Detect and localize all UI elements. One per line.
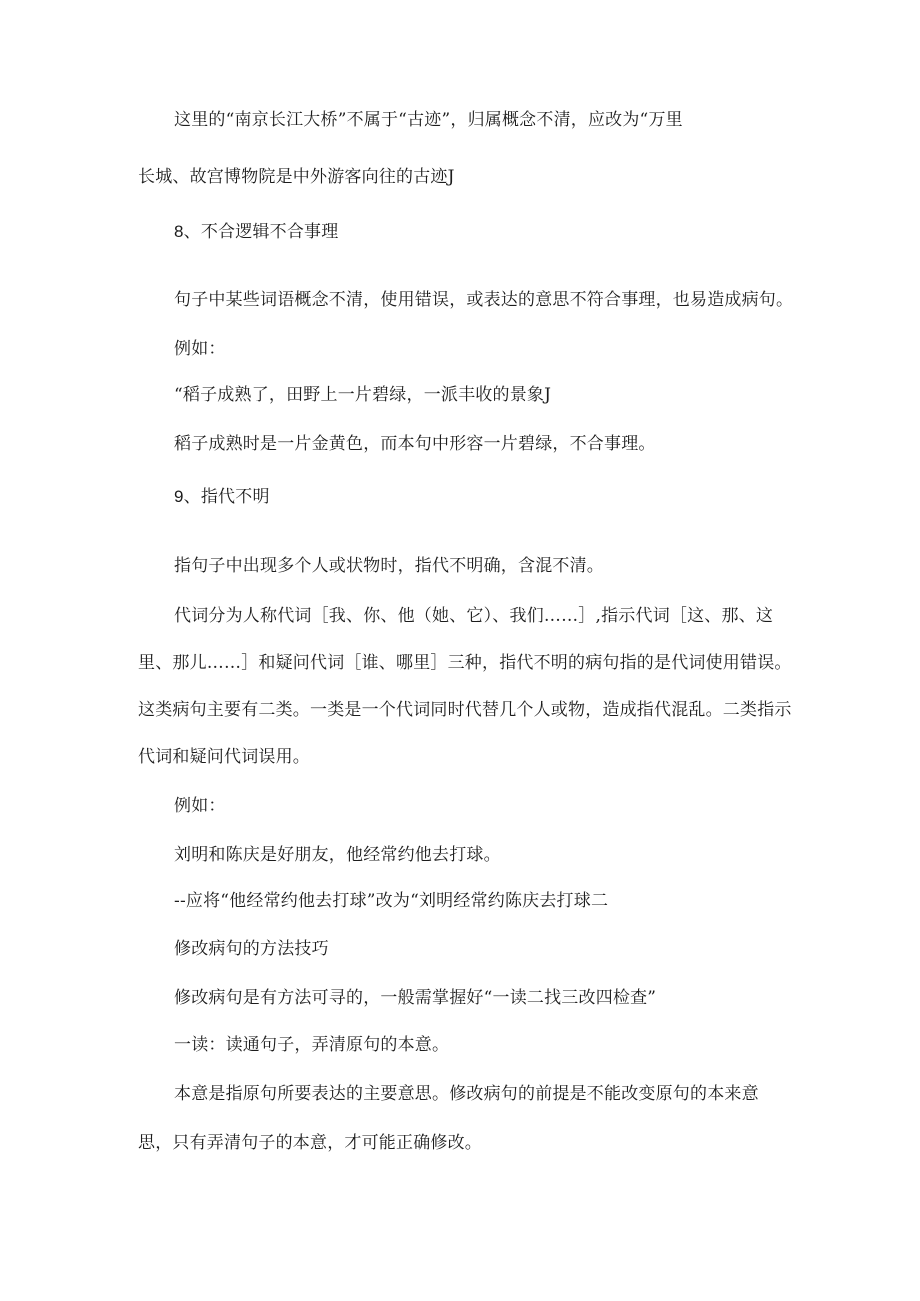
example-line: “稻子成熟了，田野上一片碧绿，一派丰收的景象J <box>174 385 552 405</box>
section-heading: 8、不合逻辑不合事理 <box>174 222 339 241</box>
section-heading: 修改病句的方法技巧 <box>174 939 329 959</box>
paragraph-line: 里、那儿……］和疑问代词［谁、哪里］三种，指代不明的病句指的是代词使用错误。 <box>138 653 792 673</box>
paragraph-line: 这类病句主要有二类。一类是一个代词同时代替几个人或物，造成指代混乱。二类指示 <box>138 700 792 720</box>
paragraph-line: 例如： <box>174 796 226 816</box>
paragraph-line: 本意是指原句所要表达的主要意思。修改病句的前提是不能改变原句的本来意 <box>174 1084 759 1104</box>
paragraph-line: 一读：读通句子，弄清原句的本意。 <box>174 1035 450 1055</box>
section-heading: 9、指代不明 <box>174 487 270 506</box>
paragraph-line: 句子中某些词语概念不清，使用错误，或表达的意思不符合事理，也易造成病句。 <box>174 290 794 310</box>
paragraph-line: 代词和疑问代词误用。 <box>138 747 310 767</box>
paragraph-line: 指句子中出现多个人或状物时，指代不明确，含混不清。 <box>174 556 604 576</box>
paragraph-line: --应将“他经常约他去打球”改为“刘明经常约陈庆去打球二 <box>174 891 609 911</box>
example-line: 刘明和陈庆是好朋友，他经常约他去打球。 <box>174 845 501 865</box>
paragraph-line: 代词分为人称代词［我、你、他（她、它）、我们……］,指示代词［这、那、这 <box>174 606 774 626</box>
paragraph-line: 修改病句是有方法可寻的，一般需掌握好“一读二找三改四检查” <box>174 988 657 1008</box>
paragraph-line: 这里的“南京长江大桥”不属于“古迹”，归属概念不清，应改为“万里 <box>174 110 683 130</box>
paragraph-line: 长城、故宫博物院是中外游客向往的古迹J <box>138 167 455 187</box>
paragraph-line: 例如： <box>174 339 226 359</box>
paragraph-line: 思，只有弄清句子的本意，才可能正确修改。 <box>138 1133 482 1153</box>
paragraph-line: 稻子成熟时是一片金黄色，而本句中形容一片碧绿，不合事理。 <box>174 434 656 454</box>
